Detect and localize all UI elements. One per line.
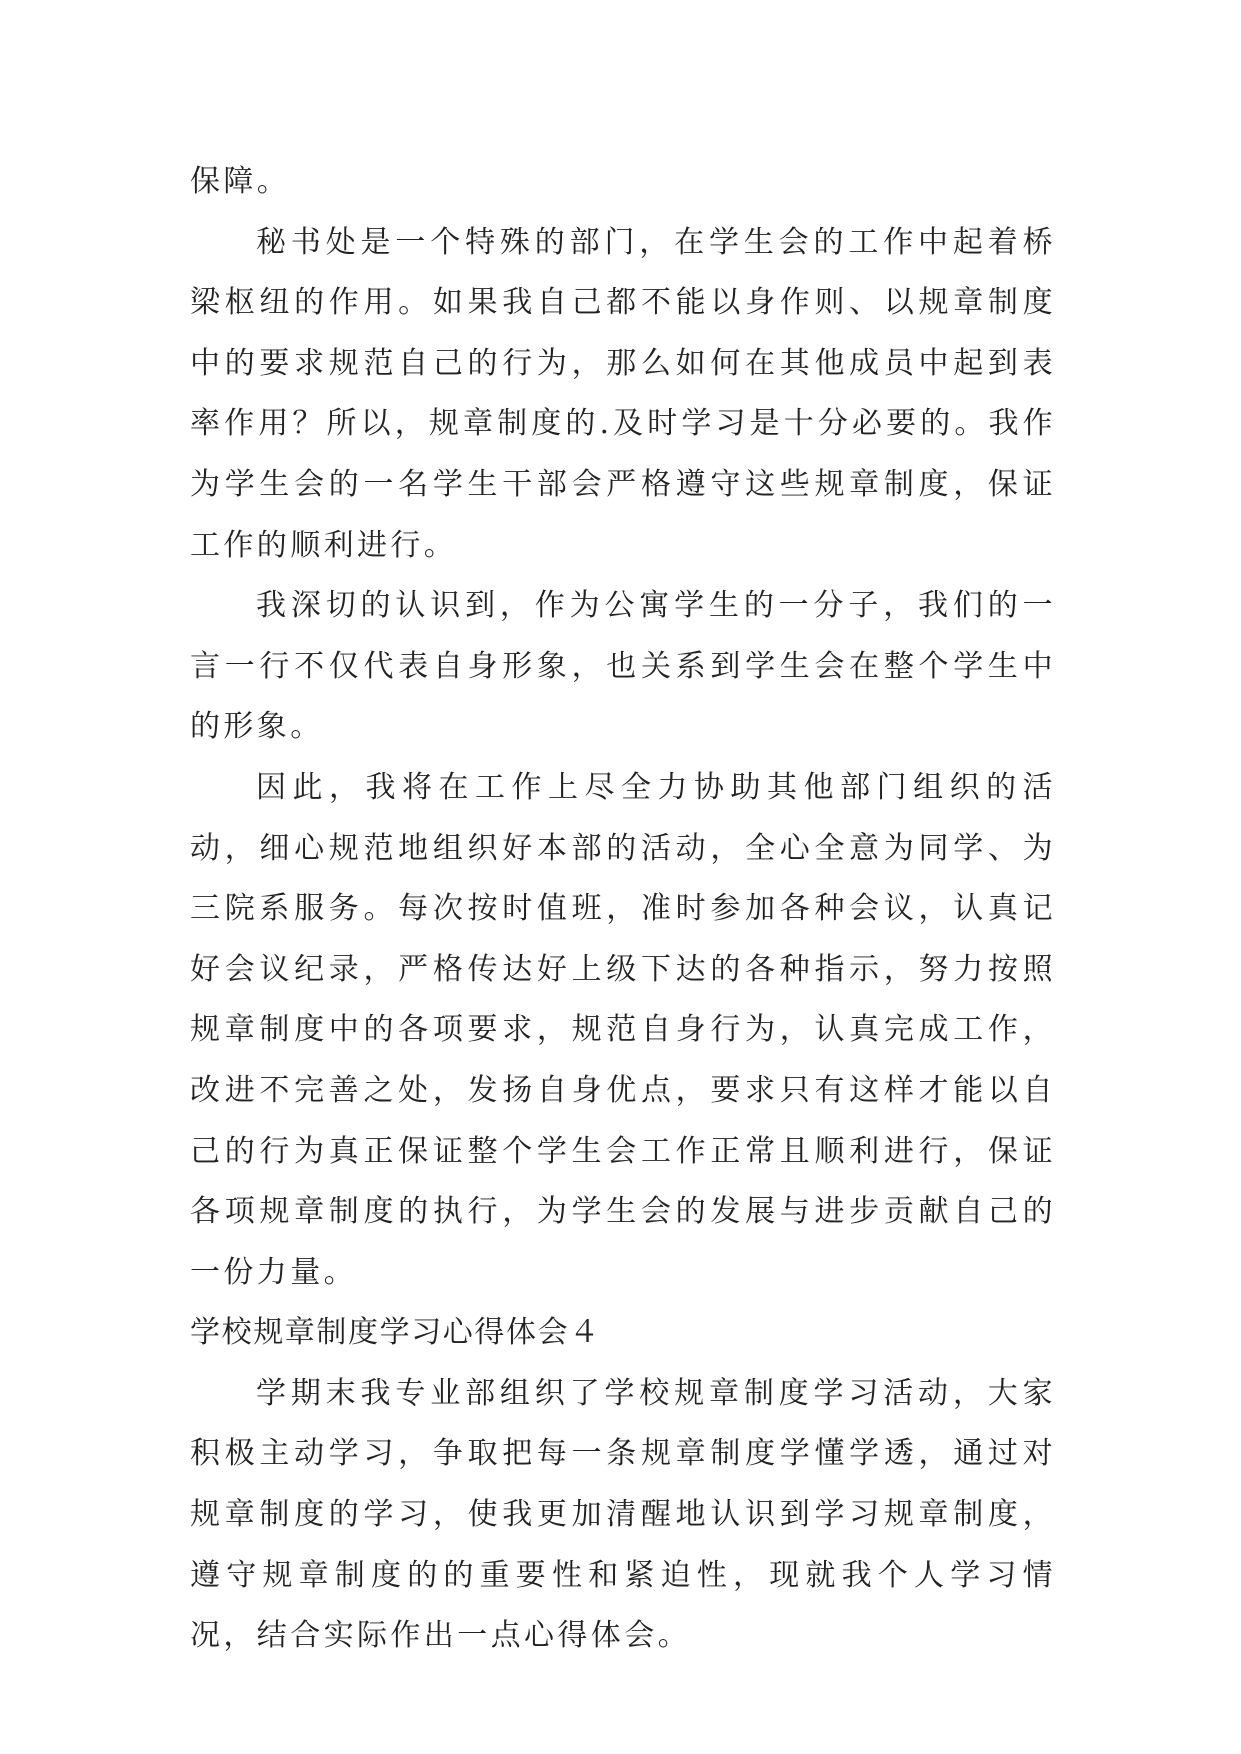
paragraph-secretariat: 秘书处是一个特殊的部门，在学生会的工作中起着桥梁枢纽的作用。如果我自己都不能以身作则、以规章制度中的要求规范自己的行为，那么如何在其他成员中起到表率作用？所以，规章制度的.及时学习是十分必要的。我作为学生会的一名学生干部会严格遵守这些规章制度，保证工作的顺利进行。: [190, 224, 1056, 563]
paragraph-awareness: 我深切的认识到，作为公寓学生的一分子，我们的一言一行不仅代表自身形象，也关系到学生会在整个学生中的形象。: [190, 588, 1056, 745]
paragraph-continuation: 保障。: [190, 164, 291, 199]
section-heading: 学校规章制度学习心得体会４: [190, 1315, 601, 1351]
paragraph-commitment: 因此，我将在工作上尽全力协助其他部门组织的活动，细心规范地组织好本部的活动，全心全意为同学、为三院系服务。每次按时值班，准时参加各种会议，认真记好会议纪录，严格传达好上级下达的各种指示，努力按照规章制度中的各项要求，规范自身行为，认真完成工作，改进不完善之处，发扬自身优点，要求只有这样才能以自己的行为真正保证整个学生会工作正常且顺利进行，保证各项规章制度的执行，为学生会的发展与进步贡献自己的一份力量。: [190, 769, 1056, 1290]
paragraph-study-activity: 学期末我专业部组织了学校规章制度学习活动，大家积极主动学习，争取把每一条规章制度学懂学透，通过对规章制度的学习，使我更加清醒地认识到学习规章制度，遵守规章制度的的重要性和紧迫性，现就我个人学习情况，结合实际作出一点心得体会。: [190, 1375, 1056, 1654]
document-body: [190, 152, 1056, 1667]
